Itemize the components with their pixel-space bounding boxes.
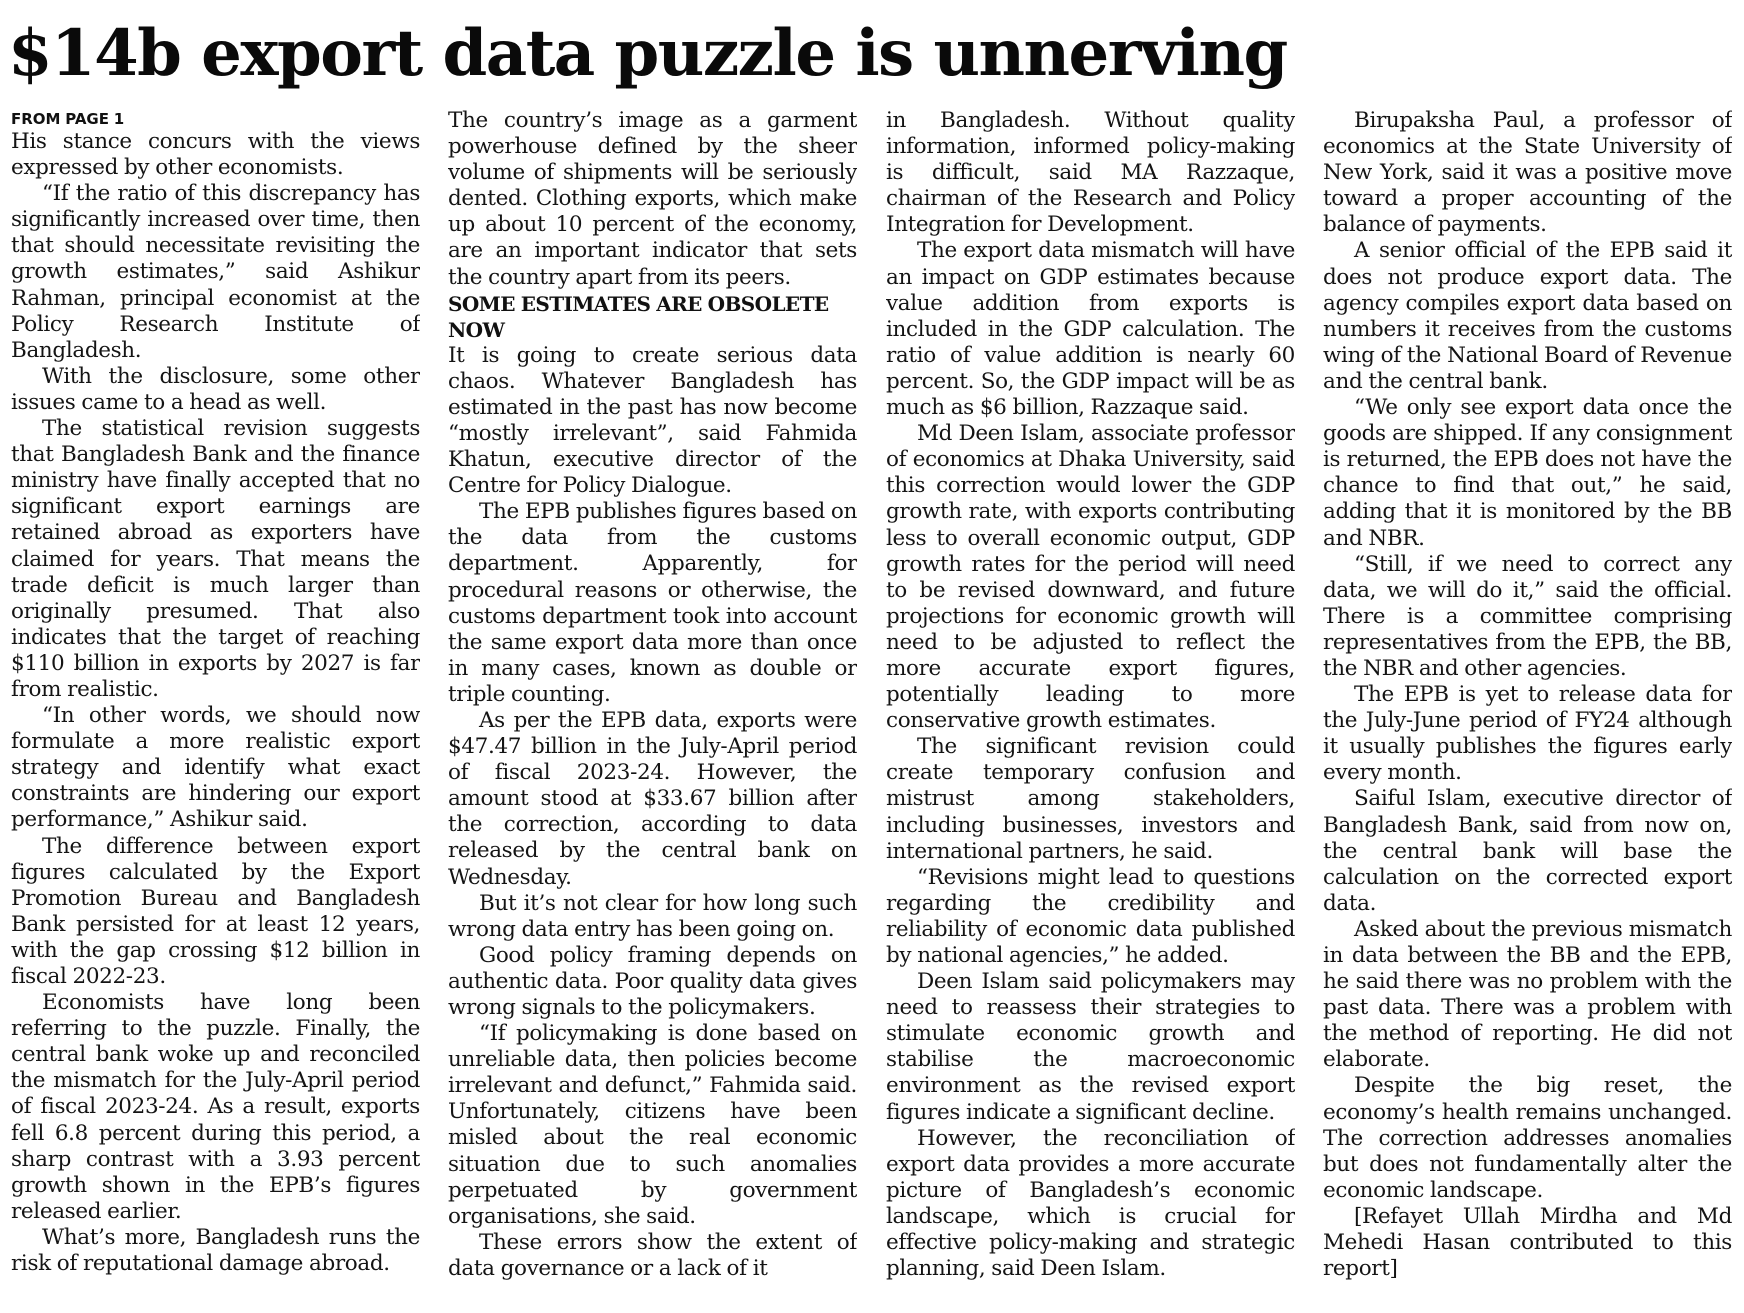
paragraph: The country’s image as a garment powerhouse defined by the sheer volume of shipments will be seriously dented. Clothing exports, which make up about 10 percent of the economy, are an important indicator that sets the country apart from its peers.	[448, 108, 857, 290]
paragraph: The difference between export figures calculated by the Export Promotion Bureau and Bangladesh Bank persisted for at least 12 years, with the gap crossing $12 billion in fiscal 2022-23.	[11, 833, 420, 989]
paragraph: “If policymaking is done based on unreliable data, then policies become irrelevant and defunct,” Fahmida said. Unfortunately, citizens have been misled about the real economic situation due to such anomalies perpetuated by government organisations, she said.	[448, 1021, 857, 1229]
paragraph: Deen Islam said policymakers may need to reassess their strategies to stimulate economic growth and stabilise the macroeconomic environment as the revised export figures indicate a significant decline.	[886, 969, 1295, 1125]
paragraph: The EPB publishes figures based on the data from the customs department. Apparently, for procedural reasons or otherwise, the customs department took into account the same export data more than once in many cases, known as double or triple counting.	[448, 499, 857, 707]
column-3	[886, 108, 1295, 1308]
paragraph: Md Deen Islam, associate professor of economics at Dhaka University, said this correction would lower the GDP growth rate, with exports contributing less to overall economic output, GDP growth rates for the period will need to be revised downward, and future projections for economic growth will need to be adjusted to reflect the more accurate export figures, potentially leading to more conservative growth estimates.	[886, 421, 1295, 734]
paragraph: “Still, if we need to correct any data, we will do it,” said the official. There is a committee comprising representatives from the EPB, the BB, the NBR and other agencies.	[1323, 551, 1732, 681]
paragraph: The statistical revision suggests that Bangladesh Bank and the finance ministry have finally accepted that no significant export earnings are retained abroad as exporters have claimed for years. That means the trade deficit is much larger than originally presumed. That also indicates that the target of reaching $110 billion in exports by 2027 is far from realistic.	[11, 416, 420, 702]
paragraph: Economists have long been referring to the puzzle. Finally, the central bank woke up and reconciled the mismatch for the July-April period of fiscal 2023-24. As a result, exports fell 6.8 percent during this period, a sharp contrast with a 3.93 percent growth shown in the EPB’s figures released earlier.	[11, 990, 420, 1224]
column-1	[11, 108, 420, 1308]
subheading: SOME ESTIMATES ARE OBSOLETE NOW	[448, 291, 829, 342]
paragraph: These errors show the extent of data governance or a lack of it	[448, 1229, 857, 1281]
paragraph: The export data mismatch will have an impact on GDP estimates because value addition from exports is included in the GDP calculation. The ratio of value addition is nearly 60 percent. So, the GDP impact will be as much as $6 billion, Razzaque said.	[886, 238, 1295, 421]
paragraph: “We only see export data once the goods are shipped. If any consignment is returned, the EPB does not have the chance to find that out,” he said, adding that it is monitored by the BB and NBR.	[1323, 395, 1732, 551]
paragraph: “Revisions might lead to questions regarding the credibility and reliability of economic data published by national agencies,” he added.	[886, 864, 1295, 968]
paragraph: A senior official of the EPB said it does not produce export data. The agency compiles export data based on numbers it receives from the customs wing of the National Board of Revenue and the central bank.	[1323, 238, 1732, 394]
paragraph: Good policy framing depends on authentic data. Poor quality data gives wrong signals to the policymakers.	[448, 942, 857, 1020]
paragraph: Despite the big reset, the economy’s health remains unchanged. The correction addresses anomalies but does not fundamentally alter the economic landscape.	[1323, 1073, 1732, 1203]
paragraph: “In other words, we should now formulate a more realistic export strategy and identify what exact constraints are hindering our export performance,” Ashikur said.	[11, 703, 420, 833]
paragraph: As per the EPB data, exports were $47.47 billion in the July-April period of fiscal 2023-24. However, the amount stood at $33.67 billion after the correction, according to data released by the central bank on Wednesday.	[448, 707, 857, 890]
headline: $14b export data puzzle is unnerving	[8, 16, 1287, 91]
column-4	[1323, 108, 1732, 1308]
paragraph: However, the reconciliation of export data provides a more accurate picture of Bangladesh’s economic landscape, which is crucial for effective policy-making and strategic planning, said Deen Islam.	[886, 1125, 1295, 1282]
contributor-credit: [Refayet Ullah Mirdha and Md Mehedi Hasan contributed to this report]	[1323, 1203, 1732, 1282]
column-2	[448, 108, 857, 1308]
kicker-from-page-1: FROM PAGE 1	[11, 110, 125, 128]
paragraph: “If the ratio of this discrepancy has significantly increased over time, then that should necessitate revisiting the growth estimates,” said Ashikur Rahman, principal economist at the Policy Research Institute of Bangladesh.	[11, 181, 420, 363]
paragraph: It is going to create serious data chaos. Whatever Bangladesh has estimated in the past has now become “mostly irrelevant”, said Fahmida Khatun, executive director of the Centre for Policy Dialogue.	[448, 342, 857, 499]
paragraph: Saiful Islam, executive director of Bangladesh Bank, said from now on, the central bank will base the calculation on the corrected export data.	[1323, 786, 1732, 916]
paragraph: But it’s not clear for how long such wrong data entry has been going on.	[448, 890, 857, 942]
paragraph: With the disclosure, some other issues came to a head as well.	[11, 363, 420, 415]
paragraph: The EPB is yet to release data for the July-June period of FY24 although it usually publishes the figures early every month.	[1323, 682, 1732, 786]
paragraph: His stance concurs with the views expressed by other economists.	[11, 129, 420, 181]
paragraph: The significant revision could create temporary confusion and mistrust among stakeholders, including businesses, investors and international partners, he said.	[886, 734, 1295, 864]
paragraph: in Bangladesh. Without quality information, informed policy-making is difficult, said MA Razzaque, chairman of the Research and Policy Integration for Development.	[886, 108, 1295, 238]
paragraph: What’s more, Bangladesh runs the risk of reputational damage abroad.	[11, 1224, 420, 1277]
paragraph: Asked about the previous mismatch in data between the BB and the EPB, he said there was no problem with the past data. There was a problem with the method of reporting. He did not elaborate.	[1323, 916, 1732, 1073]
paragraph: Birupaksha Paul, a professor of economics at the State University of New York, said it was a positive move toward a proper accounting of the balance of payments.	[1323, 108, 1732, 238]
